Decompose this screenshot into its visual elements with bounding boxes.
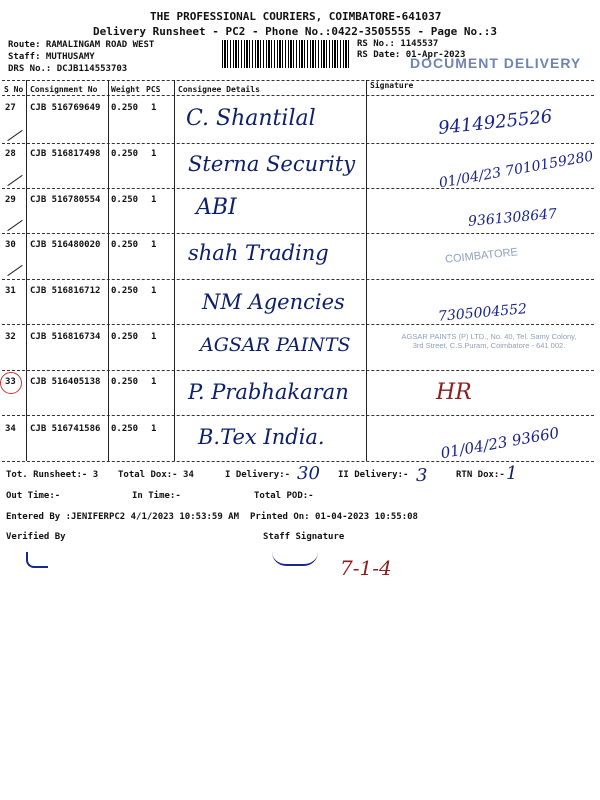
- row-sno: 29: [5, 195, 16, 205]
- row-consignment: CJB 516480020: [30, 240, 101, 250]
- row-pcs: 1: [151, 377, 157, 387]
- column-divider: [366, 80, 367, 461]
- rtn-dox-value: 1: [506, 463, 518, 484]
- row-pcs: 1: [151, 424, 157, 434]
- row-consignee-handwritten: shah Trading: [188, 241, 329, 265]
- verified-by-label: Verified By: [6, 532, 66, 542]
- row-consignee-handwritten: P. Prabhakaran: [188, 380, 349, 404]
- staff-signature-mark: [272, 552, 318, 566]
- check-mark-icon: [7, 220, 22, 231]
- row-weight: 0.250: [111, 240, 139, 250]
- printed-on: Printed On: 01-04-2023 10:55:08: [250, 512, 418, 522]
- row-weight: 0.250: [111, 149, 139, 159]
- row-sno: 30: [5, 240, 16, 250]
- row-separator: [2, 324, 594, 325]
- col-sno: S No: [4, 85, 24, 94]
- table-bottom-rule: [2, 461, 594, 462]
- row-consignee-handwritten: NM Agencies: [202, 290, 345, 314]
- staff-signature-label: Staff Signature: [263, 532, 345, 542]
- col-signature: Signature: [370, 81, 414, 90]
- rs-date: RS Date: 01-Apr-2023: [357, 50, 466, 60]
- row-weight: 0.250: [111, 103, 139, 113]
- row-separator: [2, 370, 594, 371]
- row-consignee-handwritten: Sterna Security: [188, 152, 356, 176]
- row-separator: [2, 143, 594, 144]
- check-mark-icon: [7, 265, 22, 276]
- row-consignee-handwritten: B.Tex India.: [198, 425, 325, 449]
- row-separator: [2, 233, 594, 234]
- i-delivery-value: 30: [297, 463, 320, 484]
- row-pcs: 1: [151, 195, 157, 205]
- ii-delivery-label: II Delivery:-: [338, 470, 409, 480]
- company-title: THE PROFESSIONAL COURIERS, COIMBATORE-641037: [150, 10, 442, 23]
- rs-number: RS No.: 1145537: [357, 39, 439, 49]
- row-signature-handwritten: 9414925526: [437, 106, 554, 139]
- row-signature-handwritten: 01/04/23 7010159280: [437, 148, 595, 192]
- row-pcs: 1: [151, 240, 157, 250]
- total-dox: Total Dox:- 34: [118, 470, 194, 480]
- row-consignment: CJB 516769649: [30, 103, 101, 113]
- row-sno: 27: [5, 103, 16, 113]
- row-pcs: 1: [151, 103, 157, 113]
- route-label: Route: RAMALINGAM ROAD WEST: [8, 40, 155, 50]
- drs-number: DRS No.: DCJB114553703: [8, 64, 128, 74]
- row-pcs: 1: [151, 149, 157, 159]
- row-consignment: CJB 516816712: [30, 286, 101, 296]
- col-pcs: PCS: [146, 85, 161, 94]
- row-pcs: 1: [151, 332, 157, 342]
- row-consignee-handwritten: AGSAR PAINTS: [200, 334, 351, 356]
- row-separator: [2, 415, 594, 416]
- circle-mark-icon: [0, 372, 22, 394]
- runsheet-title: Delivery Runsheet - PC2 - Phone No.:0422-3505555 - Page No.:3: [93, 25, 497, 38]
- row-separator: [2, 279, 594, 280]
- row-signature-handwritten: 01/04/23 93660: [439, 423, 561, 463]
- rtn-dox-label: RTN Dox:-: [456, 470, 505, 480]
- col-consignee: Consignee Details: [178, 85, 260, 94]
- row-signature-handwritten: 7305004552: [437, 301, 528, 325]
- total-pod: Total POD:-: [254, 491, 314, 501]
- row-consignment: CJB 516816734: [30, 332, 101, 342]
- row-consignment: CJB 516780554: [30, 195, 101, 205]
- row-consignee-handwritten: C. Shantilal: [186, 106, 316, 131]
- col-weight: Weight: [111, 85, 140, 94]
- row-sno: 31: [5, 286, 16, 296]
- check-mark-icon: [7, 130, 22, 141]
- row-signature-handwritten: 9361308647: [467, 206, 558, 230]
- row-weight: 0.250: [111, 332, 139, 342]
- row-weight: 0.250: [111, 195, 139, 205]
- col-consignment: Consignment No: [30, 85, 98, 94]
- barcode: [222, 40, 350, 68]
- column-divider: [174, 80, 175, 461]
- row-signature-handwritten: HR: [436, 380, 472, 405]
- verifier-signature-mark: [26, 552, 48, 568]
- i-delivery-label: I Delivery:-: [225, 470, 291, 480]
- total-runsheet: Tot. Runsheet:- 3: [6, 470, 99, 480]
- table-top-rule: [2, 80, 594, 81]
- row-consignee-handwritten: ABI: [196, 195, 237, 220]
- company-seal-stamp: COIMBATORE: [444, 246, 519, 266]
- row-separator: [2, 188, 594, 189]
- row-consignment: CJB 516405138: [30, 377, 101, 387]
- row-weight: 0.250: [111, 377, 139, 387]
- column-divider: [26, 80, 27, 461]
- out-time: Out Time:-: [6, 491, 61, 501]
- entered-by: Entered By :JENIFERPC2 4/1/2023 10:53:59 AM: [6, 512, 239, 522]
- staff-label: Staff: MUTHUSAMY: [8, 52, 95, 62]
- row-sno: 33: [5, 377, 16, 387]
- row-consignment: CJB 516741586: [30, 424, 101, 434]
- table-header-rule: [2, 95, 594, 96]
- row-sno: 32: [5, 332, 16, 342]
- row-weight: 0.250: [111, 286, 139, 296]
- company-seal-stamp: AGSAR PAINTS (P) LTD., No. 40, Tel. Samy Colony, 3rd Street, C.S.Puram, Coimbatore - 641 002.: [401, 332, 577, 350]
- column-divider: [108, 80, 109, 461]
- document-delivery-stamp: DOCUMENT DELIVERY: [410, 55, 582, 71]
- row-sno: 34: [5, 424, 16, 434]
- row-consignment: CJB 516817498: [30, 149, 101, 159]
- in-time: In Time:-: [132, 491, 181, 501]
- staff-signature-date: 7-1-4: [340, 556, 392, 580]
- row-pcs: 1: [151, 286, 157, 296]
- row-weight: 0.250: [111, 424, 139, 434]
- ii-delivery-value: 3: [416, 465, 428, 486]
- check-mark-icon: [7, 175, 22, 186]
- row-sno: 28: [5, 149, 16, 159]
